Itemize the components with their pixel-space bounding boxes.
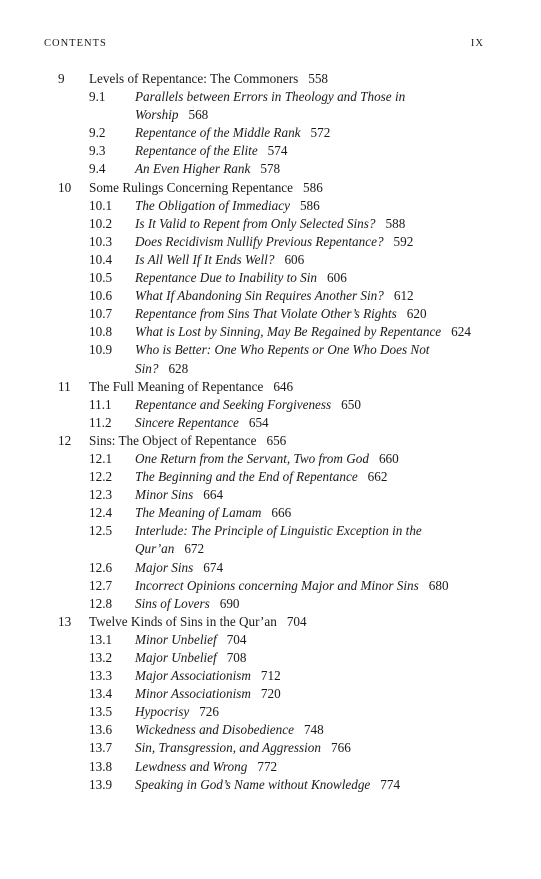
section-title: Parallels between Errors in Theology and Those in Worship (135, 89, 406, 123)
section-title-line (135, 649, 435, 667)
section-entry (0, 251, 541, 269)
section-entry (0, 160, 541, 178)
chapter-title-line (89, 378, 489, 396)
section-entry (0, 450, 541, 468)
page-number: 624 (451, 324, 471, 340)
section-number: 13.9 (89, 776, 113, 792)
section-title-line (135, 577, 495, 595)
section-title: Incorrect Opinions concerning Major and Minor Sins (135, 577, 419, 593)
chapter-title: Levels of Repentance: The Commoners (89, 71, 299, 86)
section-title-line (135, 124, 435, 142)
section-title-line (135, 631, 435, 649)
section-entry (0, 305, 541, 323)
section-number: 10.6 (89, 288, 113, 304)
section-title: What If Abandoning Sin Requires Another Sin? (135, 288, 384, 304)
section-entry (0, 758, 541, 776)
page-number: 660 (378, 450, 399, 466)
page-number: 572 (310, 125, 331, 141)
section-title: What is Lost by Sinning, May Be Regained by Repentance (135, 324, 442, 340)
section-number: 9.3 (89, 143, 106, 159)
section-number: 10.4 (89, 251, 113, 267)
section-number: 10.3 (89, 233, 113, 249)
page-number: 720 (260, 686, 281, 702)
page-number: 606 (327, 270, 347, 286)
section-entry (0, 776, 541, 794)
chapter-number: 13 (58, 613, 72, 629)
section-number: 12.1 (89, 450, 113, 466)
section-entry (0, 215, 541, 233)
section-title-line (135, 504, 435, 522)
section-number: 13.1 (89, 631, 113, 647)
section-number: 13.5 (89, 704, 113, 720)
page-number: 690 (219, 595, 240, 611)
section-entry (0, 88, 541, 124)
section-title: Major Associationism (135, 668, 251, 684)
section-entry (0, 649, 541, 667)
section-number: 13.3 (89, 668, 113, 684)
section-title: Major Unbelief (135, 650, 217, 665)
section-title-line (135, 522, 435, 558)
section-entry (0, 559, 541, 577)
section-number: 13.7 (89, 740, 113, 756)
chapter-number: 12 (58, 432, 72, 448)
section-title: The Beginning and the End of Repentance (135, 469, 358, 485)
section-number: 10.1 (89, 197, 113, 213)
section-entry (0, 396, 541, 414)
page-number: 704 (286, 613, 307, 629)
section-title-line (135, 160, 435, 178)
section-entry (0, 721, 541, 739)
section-entry (0, 233, 541, 251)
page-number: 592 (393, 233, 414, 249)
section-title: Sins of Lovers (135, 595, 210, 611)
chapter-entry (0, 179, 541, 197)
section-title: Interlude: The Principle of Linguistic Exception in the Qur’an (135, 523, 422, 557)
section-title-line (135, 667, 435, 685)
section-title-line (135, 414, 435, 432)
section-number: 12.6 (89, 559, 113, 575)
section-title-line (135, 142, 435, 160)
page-number: 672 (184, 541, 205, 557)
section-number: 11.2 (89, 414, 112, 430)
chapter-title-line (89, 432, 489, 450)
section-title: An Even Higher Rank (135, 161, 251, 177)
section-title: Minor Associationism (135, 686, 251, 702)
section-number: 13.4 (89, 686, 113, 702)
chapter-title: Sins: The Object of Repentance (89, 432, 257, 448)
section-number: 9.2 (89, 125, 106, 141)
section-title-line (135, 215, 435, 233)
chapter-title: Some Rulings Concerning Repentance (89, 179, 294, 195)
page-number: 568 (188, 107, 209, 123)
section-title: Sincere Repentance (135, 414, 239, 430)
section-number: 13.2 (89, 650, 113, 665)
section-title: The Obligation of Immediacy (135, 197, 290, 213)
section-title: Is It Valid to Repent from Only Selected Sins? (135, 215, 376, 231)
section-title: Repentance Due to Inability to Sin (135, 270, 318, 286)
section-entry (0, 685, 541, 703)
chapter-title: The Full Meaning of Repentance (89, 378, 264, 394)
section-title: Repentance of the Elite (135, 143, 258, 159)
section-title-line (135, 396, 435, 414)
section-number: 12.2 (89, 469, 113, 485)
page-number: 656 (266, 432, 287, 448)
section-title-line (135, 287, 435, 305)
page-number: 620 (406, 306, 427, 322)
section-number: 12.7 (89, 577, 113, 593)
page-number: 662 (367, 469, 388, 485)
section-title: Wickedness and Disobedience (135, 722, 294, 738)
chapter-number: 11 (58, 378, 71, 394)
section-entry (0, 631, 541, 649)
chapter-number: 9 (58, 71, 65, 86)
section-entry (0, 323, 541, 341)
section-entry (0, 703, 541, 721)
page-number: 772 (257, 758, 278, 774)
section-number: 12.4 (89, 505, 113, 521)
section-title: Sin, Transgression, and Aggression (135, 740, 321, 756)
section-entry (0, 667, 541, 685)
section-title: One Return from the Servant, Two from God (135, 450, 369, 466)
section-entry (0, 142, 541, 160)
section-number: 13.6 (89, 722, 113, 738)
chapter-title-line (89, 613, 489, 631)
section-title: Major Sins (135, 559, 194, 575)
page-number: 708 (226, 650, 247, 665)
section-number: 10.8 (89, 324, 113, 340)
page-number: 674 (203, 559, 224, 575)
section-title-line (135, 305, 435, 323)
page-number: 666 (271, 505, 292, 521)
section-entry (0, 522, 541, 558)
chapter-number: 10 (58, 179, 72, 195)
section-title-line (135, 776, 435, 794)
page-number: 650 (341, 396, 361, 412)
section-number: 11.1 (89, 396, 112, 412)
page-number: 578 (260, 161, 281, 177)
section-title-line (135, 486, 435, 504)
section-entry (0, 287, 541, 305)
section-title-line (135, 88, 435, 124)
page-number: 680 (428, 577, 449, 593)
chapter-title-line (89, 70, 489, 88)
page-number: 558 (308, 71, 329, 86)
page-number: 726 (199, 704, 219, 720)
section-title-line (135, 341, 435, 377)
section-title-line (135, 595, 435, 613)
section-title-line (135, 703, 435, 721)
table-of-contents (0, 70, 541, 794)
running-head (44, 38, 484, 49)
section-title: Who is Better: One Who Repents or One Who Does Not Sin? (135, 342, 430, 376)
section-title-line (135, 269, 435, 287)
section-number: 10.5 (89, 270, 113, 286)
page-number: 766 (331, 740, 351, 756)
section-title-line (135, 450, 435, 468)
section-number: 10.2 (89, 215, 113, 231)
section-number: 13.8 (89, 758, 113, 774)
running-head-right: IX (470, 38, 484, 49)
section-title: Speaking in God’s Name without Knowledge (135, 776, 371, 792)
section-entry (0, 577, 541, 595)
section-number: 9.1 (89, 89, 106, 105)
section-entry (0, 504, 541, 522)
section-entry (0, 269, 541, 287)
page-number: 586 (303, 179, 323, 195)
section-title-line (135, 233, 435, 251)
section-entry (0, 595, 541, 613)
section-entry (0, 739, 541, 757)
chapter-title-line (89, 179, 489, 197)
section-title-line (135, 197, 435, 215)
chapter-entry (0, 432, 541, 450)
page-number: 748 (303, 722, 324, 738)
section-title: Repentance from Sins That Violate Other’s Rights (135, 306, 397, 322)
section-entry (0, 124, 541, 142)
chapter-title: Twelve Kinds of Sins in the Qur’an (89, 613, 277, 629)
section-title: Is All Well If It Ends Well? (135, 251, 275, 267)
section-number: 10.7 (89, 306, 113, 322)
section-title-line (135, 468, 435, 486)
section-title: Does Recidivism Nullify Previous Repentance? (135, 233, 384, 249)
page-number: 628 (168, 360, 189, 376)
section-number: 12.5 (89, 523, 113, 539)
page-number: 586 (299, 197, 320, 213)
chapter-entry (0, 70, 541, 88)
section-number: 12.8 (89, 595, 113, 611)
section-title-line (135, 758, 435, 776)
page-number: 774 (380, 776, 401, 792)
section-title: Repentance and Seeking Forgiveness (135, 396, 332, 412)
section-title: Lewdness and Wrong (135, 758, 248, 774)
section-title-line (135, 685, 435, 703)
page-number: 612 (393, 288, 414, 304)
section-title-line (135, 739, 435, 757)
section-entry (0, 414, 541, 432)
chapter-entry (0, 378, 541, 396)
section-title: Minor Sins (135, 487, 194, 503)
page-number: 606 (284, 251, 305, 267)
section-entry (0, 341, 541, 377)
section-entry (0, 468, 541, 486)
section-title-line (135, 721, 435, 739)
section-title-line (135, 251, 435, 269)
section-title: Hypocrisy (135, 704, 190, 720)
page-number: 664 (203, 487, 224, 503)
section-title: Repentance of the Middle Rank (135, 125, 301, 141)
section-number: 12.3 (89, 487, 113, 503)
section-title-line (135, 323, 495, 341)
section-title: Minor Unbelief (135, 631, 217, 647)
section-title: The Meaning of Lamam (135, 505, 262, 521)
section-entry (0, 197, 541, 215)
page-number: 574 (267, 143, 288, 159)
page-number: 646 (273, 378, 294, 394)
page-number: 704 (226, 631, 247, 647)
page-number: 712 (260, 668, 281, 684)
running-head-left: CONTENTS (44, 38, 107, 49)
chapter-entry (0, 613, 541, 631)
section-number: 10.9 (89, 342, 113, 358)
section-title-line (135, 559, 435, 577)
page-number: 588 (385, 215, 406, 231)
section-number: 9.4 (89, 161, 106, 177)
section-entry (0, 486, 541, 504)
page-number: 654 (248, 414, 269, 430)
